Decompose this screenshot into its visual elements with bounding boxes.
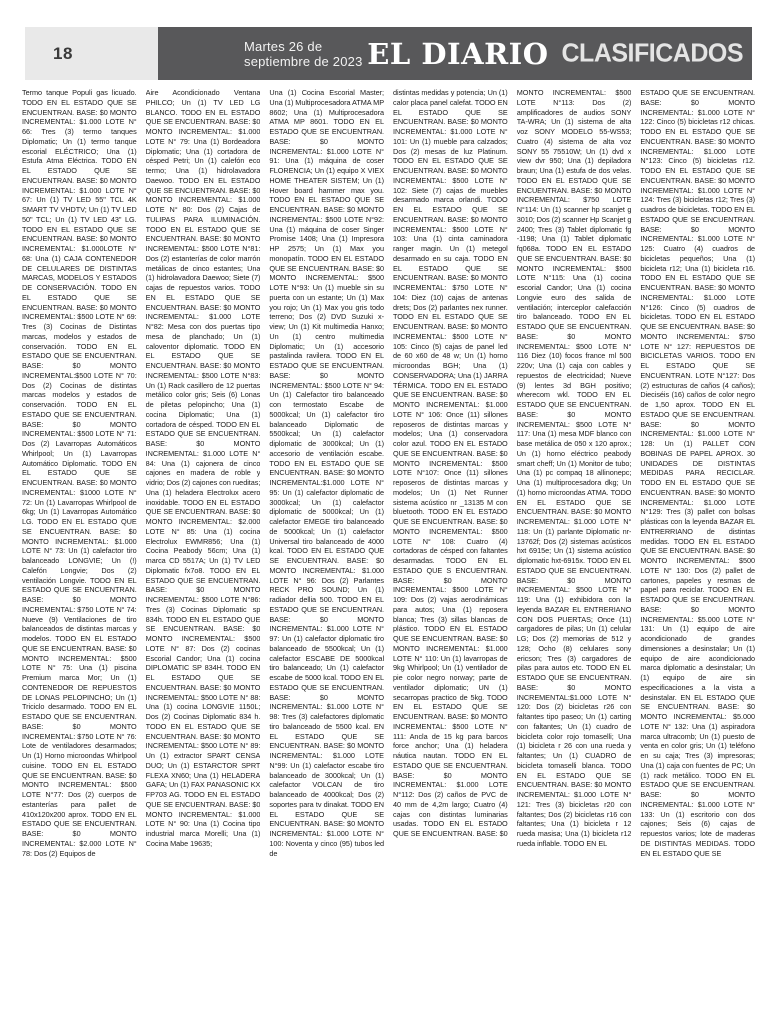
text-column-5: MONTO INCREMENTAL: $500 LOTE N°113: Dos (2) amplificadores de audios SONY TA-WRA; Un (1) sistema de alta voz SONY MODELO 55-WS53; Cuatro (4) sistema de alta voz SONY 55 75510W; Un (1) dvd x view dvr 950; Una (1) depiladora braun; Una (1) estufa de dos velas. TODO EN EL ESTADO QUE SE ENCUENTRAN. BASE: $0 MONTO INCREMENTAL: $750 LOTE N°114: Un (1) scanner hp scanjet g 3010; Dos (2) scanner Hp Scanjet g 2400; Tres (3) Tablet diplomatic fg -1198; Una (1) Tablet diplomatic fq068a. TODO EN EL ESTADO QUE SE ENCUENTRAN. BASE: $0 MONTO INCREMENTAL: $500 LOTE N°115: Una (1) cocina escorial Candor; Una (1) cocina Longvie euro des salida de ventilación; interceplor calefacción tiro balanceado. TODO EN EL ESTADO QUE SE ENCUENTRAN. BASE: $0 MONTO INCREMENTAL: $500 LOTE N° 116 Diez (10) focos france ml 500 220v; Una (1) caja con cables y repuestos de electricidad; Nueve (9) lentes 3d BGH positivo; wherecom wkl. TODO EN EL ESTADO QUE SE ENCUENTRAN. BASE: $0 MONTO INCREMENTAL: $500 LOTE N° 117: Una (1) mesa MDF blanco con base metálica de 050 x 120 aprox.; Un (1) horno eléctrico peabody smart cheff; Un (1) Monitor de tubo; Una (1) pc compaq 18 allinonepc; Una (1) multiprocesadora dkg; Un (1) horno microondas ATMA. TODO EN EL ESTADO QUE SE ENCUENTRAN. BASE: $0 MONTO INCREMENTAL: $1.000 LOTE N° 118: Un (1) parlante Diplomatic nr-13762f; Dos (2) sistemas acústicos hxt 6915e; Un (1) sistema acústico diplomatic hxt-6915x. TODO EN EL ESTADO QUE SE ENCUENTRAN. BASE: $0 MONTO INCREMENTAL: $500 LOTE N° 119: Una (1) exhibidora con la leyenda BAZAR EL ENTRERIANO CON DOS PUERTAS; Once (11) cargadores de pilas; Un (1) celular LG; Dos (2) memorias de 512 y 128; Ocho (8) celulares sony ericson; Tres (3) cargadores de pilas para autos etc. TODO EN EL ESTADO QUE SE ENCUENTRAN. BASE: $0 MONTO INCREMENTAL:$1.000 LOTE N° 120: Dos (2) bicicletas r26 con faltantes tipo paseo; Un (1) carting con faltantes; Un (1) cuadro de bicicleta color rojo tomaselli; Una (1) bicicleta r 26 con una rueda y faltantes; Un (1) CUADRO de bicicleta tomaselli blanca. TODO EN EL ESTADO QUE SE ENCUENTRAN. BASE: $0 MONTO INCREMENTAL: $1.000 LOTE N° 121: Tres (3) bicicletas r20 con faltantes; Dos (2) bicicletas r16 con faltantes; Una (1) bicicleta r 12 rueda masisa; Una (1) bicicleta r12 rueda inflable. TODO EN EL	[516, 88, 632, 848]
page-header	[25, 27, 752, 80]
page-number-box	[25, 27, 158, 80]
classifieds-columns	[22, 88, 755, 1016]
text-column-3: Una (1) Cocina Escorial Master; Una (1) Multiprocesadora ATMA MP 8602; Una (1) Multiprocesadora ATMA MP 8601. TODO EN EL ESTADO QUE SE ENCUENTRAN. BASE: $0 MONTO INCREMENTAL: $1.000 LOTE N° 91: Una (1) máquina de coser FLORENCIA; Un (1) equipo X VIEX HOME THEATER SISTEM; Un (1) Hover board hammer max you. TODO EN EL ESTADO QUE SE ENCUENTRAN. BASE: $0 MONTO INCREMENTAL: $500 LOTE N°92: Una (1) máquina de coser Singer Promise 1408; Una (1) Impresora HP 2575; Un (1) Max you monopatín. TODO EN EL ESTADO QUE SE ENCUENTRAN. BASE: $0 MONTO INCREMENTAL: $500 LOTE N°93: Un (1) mueble sin su puerta con un estante; Un (1) Max you rojo; Un (1) Max you gris todo terreno; Dos (2) DVD Suzuki x-view; Un (1) Kit multimedia Hanxo; Un (1) centro multimedia Diplomatic; Un (1) accesorio pastalinda ravilera. TODO EN EL ESTADO QUE SE ENCUENTRAN. BASE: $0 MONTO INCREMENTAL: $500 LOTE N° 94: Un (1) Calefactor tiro balanceado con termostato Escabe de 5000kcal; Un (1) calefactor tiro balanceado Diplomatic de 5500kcal; Un (1) calefactor diplomatic de 3000kcal; Un (1) accesorio de ventilación escabe. TODO EN EL ESTADO QUE SE ENCUENTRAN. BASE: $0 MONTO INCREMENTAL:$1.000 LOTE N° 95: Un (1) calefactor diplomatic de 3000kcal; Un (1) calefactor diplomatic de 5000kcal; Un (1) calefactor EMEGE tiro balanceado de 5000kcal; Un (1) calefactor Universal tiro balanceado de 4000 kcal. TODO EN EL ESTADO QUE SE ENCUENTRAN. BASE: $0 MONTO INCREMENTAL: $1.000 LOTE N° 96: Dos (2) Parlantes RECK PRO SOUND; Un (1) radiador dellia 500. TODO EN EL ESTADO QUE SE ENCUENTRAN. BASE: $0 MONTO INCREMENTAL: $1.000 LOTE N° 97: Un (1) calefactor diplomatic tiro balanceado de 5500kcal; Un (1) calefactor ESCABE DE 5000kcal tiro balanceado; Un (1) calefactor escabe de 5000 kcal. TODO EN EL ESTADO QUE SE ENCUENTRAN. BASE: $0 MONTO INCREMENTAL: $1.000 LOTE N° 98: Tres (3) calefactores diplomatic tiro balanceado de 5500 kcal. EN EL ESTADO QUE SE ENCUENTRAN. BASE: $0 MONTO INCREMENTAL: $1.000 LOTE N°99: Un (1) calefactor escabe tiro balanceado de 3000kcal; Un (1) calefactor VOLCAN de tiro balanceado de 4000kcal; Dos (2) soportes para tv dinakat. TODO EN EL ESTADO QUE SE ENCUENTRAN. BASE: $0 MONTO INCREMENTAL: $1.000 LOTE N° 100: Noventa y cinco (95) tubos led de	[269, 88, 385, 858]
page-number: 18	[53, 43, 73, 63]
text-column-6: ESTADO QUE SE ENCUENTRAN. BASE: $0 MONTO INCREMENTAL: $1.000 LOTE N° 122: Cinco (5) bicicletas r12 chicas. TODO EN EL ESTADO QUE SE ENCUENTRAN. BASE: $0 MONTO INCREMENTAL: $1.000 LOTE N°123: Cinco (5) bicicletas r12. TODO EN EL ESTADO QUE SE ENCUENTRAN. BASE: $0 MONTO INCREMENTAL: $1.000 LOTE N° 124: Tres (3) bicicletas r12; Tres (3) cuadros de bicicletas. TODO EN EL ESTADO QUE SE ENCUENTRAN. BASE: $0 MONTO INCREMENTAL: $1.000 LOTE N° 125: Cuatro (4) cuadros de bicicletas pequeños; Una (1) bicicleta r12; Una (1) bicicleta r16. TODO EN EL ESTADO QUE SE ENCUENTRAN. BASE: $0 MONTO INCREMENTAL: $1.000 LOTE N°126: Cinco (5) cuadros de bicicletas. TODO EN EL ESTADO QUE SE ENCUENTRAN. BASE: $0 MONTO INCREMENTAL: $750 LOTE N° 127: REPUESTOS DE BICICLETAS VARIOS. TODO EN EL ESTADO QUE SE ENCUENTRAN. LOTE N°127: Dos (2) estructuras de caños (4 caños); Dieciséis (16) caños de color negro de 1,50 aprox. TODO EN EL ESTADO QUE SE ENCUENTRAN. BASE: $0 MONTO INCREMENTAL: $1.000 LOTE N° 128: Un (1) PALLET CON BOBINAS DE PAPEL APROX. 30 UNIDADES DE DISTINTAS MEDIDAS PARA RECICLAR. TODO EN EL ESTADO QUE SE ENCUENTRAN. BASE: $0 MONTO INCREMENTAL: $1.000 LOTE N°129: Tres (3) pallet con bolsas plásticas con la leyenda BAZAR EL ENTRERRIANO de distintas medidas. TODO EN EL ESTADO QUE SE ENCUENTRAN. BASE: $0 MONTO INCREMENTAL: $500 LOTE N° 130: Dos (2) pallet de cartones, papeles y resmas de papel para reciclar. TODO EN EL ESTADO QUE SE ENCUENTRAN. BASE: $0 MONTO INCREMENTAL: $5.000 LOTE N° 131: Un (1) equipo de aire acondicionado de grandes dimensiones a desinstalar; Un (1) equipo de aire acondicionado marca diplomatic a desinstalar; Un (1) equipo de aire sin especificaciones a la vista a desinstalar. EN EL ESTADO QUE SE ENCUENTRAN. BASE: $0 MONTO INCREMENTAL: $5.000 LOTE N° 132: Una (1) aspiradora marca ultracomb; Un (1) puesto de venta en color gris; Un (1) teléfono en su caja; Tres (3) impresoras; Una (1) caja con fuentes de PC; Un (1) rack metálico. TODO EN EL ESTADO QUE SE ENCUENTRAN. BASE: $0 MONTO INCREMENTAL: $1.000 LOTE N° 133: Un (1) escritorio con dos cajones; Seis (6) cajas de repuestos varios; lote de maderas DE DISTINTAS MEDIDAS. TODO EN EL ESTADO QUE SE	[640, 88, 756, 858]
text-column-1: Termo tanque Populi gas licuado. TODO EN EL ESTADO QUE SE ENCUENTRAN. BASE: $0 MONTO INCREMENTAL: $1.000 LOTE N° 66: Tres (3) termo tanques Diplomatic; Un (1) termo tanque escorial ELÉCTRICO; Una (1) Estufa Atma Eléctrica. TODO EN EL ESTADO QUE SE ENCUENTRAN. BASE: $0 MONTO INCREMENTAL: $1.000 LOTE N° 67: Un (1) TV LED 55" TCL 4K SMART TV VHDTV; Un (1) TV LED 50" TCL; Un (1) TV LED 43" LG. TODO EN EL ESTADO QUE SE ENCUENTRAN. BASE: $0 MONTO INCREMENTAL: $1.000LOTE N° 68: Una (1) CAJA CONTENEDOR DE CELULARES DE DISTINTAS MARCAS, MODELOS Y ESTADOS DE CONSERVACIÓN. TODO EN EL ESTADO QUE SE ENCUENTRAN. BASE: $0 MONTO INCREMENTAL: $500 LOTE N° 69: Tres (3) Cocinas de Distintas marcas, modelos y estados de conservación. TODO EN EL ESTADO QUE SE ENCUENTRAN. BASE: $0 MONTO INCREMENTAL:$500 LOTE N° 70: Dos (2) Cocinas de distintas marcas modelos y estados de conservación. TODO EN EL ESTADO QUE SE ENCUENTRAN. BASE: $0 MONTO INCREMENTAL: $500 LOTE N° 71: Dos (2) Lavarropas Automáticos Whirlpool; Un (1) Lavarropas Automático Diplomatic. TODO EN EL ESTADO QUE SE ENCUENTRAN. BASE: $0 MONTO INCREMENTAL: $1000 LOTE N° 72: Un (1) Lavarropas Whirlpool de 6kg; Un (1) Lavarropas Automático LG. TODO EN EL ESTADO QUE SE ENCUENTRAN. BASE: $0 MONTO INCREMENTAL: $1.000 LOTE N° 73: Un (1) calefactor tiro balanceado LONGVIE; Un (!) Calefón Longvie; Dos (2) ventilación Longvie. TODO EN EL ESTADO QUE SE ENCUENTRAN. BASE: $0 MONTO INCREMENTAL: $750 LOTE N° 74: Nueve (9) Ventilaciones de tiro balanceados de distintas marcas y modelos. TODO EN EL ESTADO QUE SE ENCUENTRAN. BASE: $0 MONTO INCREMENTAL: $500 LOTE N° 75: Una (1) piscina Premium marca Mor; Un (1) CONTENEDOR DE REPUESTOS DE LONAS PELOPINCHO; Un (1) Triciclo desarmado. TODO EN EL ESTADO QUE SE ENCUENTRAN. BASE: $0 MONTO INCREMENTAL: $750 LOTE N° 76: Lote de ventiladores desarmados; Un (1) Horno microondas Whirlpool cuisine. TODO EN EL ESTADO QUE SE ENCUENTRAN. BASE: $0 MONTO INCREMENTAL: $500 LOTE N°77: Dos (2) cuerpos de estanterías para pallet de 410x120x200 aprox. TODO EN EL ESTADO QUE SE ENCUENTRAN. BASE: $0 MONTO INCREMENTAL: $2.000 LOTE N° 78: Dos (2) Equipos de	[22, 88, 137, 858]
header-date: Martes 26 de septiembre de 2023	[244, 38, 363, 69]
text-column-4: distintas medidas y potencia; Un (1) calor placa panel calefat. TODO EN EL ESTADO QUE SE ENCUENTRAN. BASE: $0 MONTO INCREMENTAL: $1.000 LOTE N° 101: Un (1) mueble para calzados; Dos (2) mesas de luz Platinum. TODO EN EL ESTADO QUE SE ENCUENTRAN. BASE: $0 MONTO INCREMENTAL: $500 LOTE N° 102: Siete (7) cajas de muebles desarmado marca orlandi. TODO EN EL ESTADO QUE SE ENCUENTRAN. BASE: $0 MONTO INCREMENTAL: $500 LOTE N° 103: Una (1) cinta caminadora ranger magin. Un (1) metegol desarmado en su caja. TODO EN EL ESTADO QUE SE ENCUENTRAN. BASE: $0 MONTO INCREMENTAL: $750 LOTE N° 104: Diez (10) cajas de antenas drets; Dos (2) parlantes nex runner. TODO EN EL ESTADO QUE SE ENCUENTRAN. BASE: $0 MONTO INCREMENTAL: $500 LOTE N° 105: Cinco (5) cajas de panel led de 60 x60 de 48 w; Un (1) horno microondas BGH; Una (1) CONSERVADORA; Una (1) JARRA TÉRMICA. TODO EN EL ESTADO QUE SE ENCUENTRAN. BASE: $0 MONTO INCREMENTAL: $1.000 LOTE N° 106: Once (11) sillones reposeros de distintas marcas y modelos; Una (1) conservadora color azul. TODO EN EL ESTADO QUE SE ENCUENTRAN. BASE: $0 MONTO INCREMENTAL: $500 LOTE N°107: Once (11) sillones reposeros de distintas marcas y modelos; Un (1) Net Runner sistema acústico nr _13135 M con bluetooth. TODO EN EL ESTADO QUE SE ENCUENTRAN. BASE: $0 MONTO INCREMENTAL: $500 LOTE N° 108: Cuatro (4) cortadoras de césped con faltantes desarmadas. TODO EN EL ESTADO QUE S ENCUENTRAN. BASE: $0 MONTO INCREMENTAL: $500 LOTE N° 109: Dos (2) vajas aerodinámicas para autos; Una (1) reposera blanca; Tres (3) sillas blancas de plástico. TODO EN EL ESTADO QUE SE ENCUENTRAN. BASE: $0 MONTO INCREMENTAL: $1.000 LOTE N° 110: Un (1) lavarropas de 9kg Whirlpool; Un (1) ventilador de pie color negro norway; parte de ventilador diplomatic; UN (1) secarropas practico de 5kg. TODO EN EL ESTADO QUE SE ENCUENTRAN. BASE: $0 MONTO INCREMENTAL: $500 LOTE N° 111: Ancla de 15 kg para barcos force anchor; Una (1) heladera náutica nautan. TODO EN EL ESTADO QUE SE ENCUENTRAN. BASE: $0 MONTO INCREMENTAL: $1.000 LOTE N°112: Dos (2) caños de PVC de 40 mm de 4,2m largo; Cuatro (4) cajas con distintas luminarias usadas. TODO EN EL ESTADO QUE SE ENCUENTRAN. BASE: $0	[393, 88, 508, 838]
masthead-title: EL DIARIO	[367, 36, 549, 71]
text-column-2: Aire Acondicionado Ventana PHILCO; Un (1) TV LED LG BLANCO. TODO EN EL ESTADO QUE SE ENCUENTRAN. BASE: $0 MONTO INCREMENTAL: $1.000 LOTE N° 79: Una (1) Bordeadora Diplomatic; Una (1) cortadora de césped Petri; Un (1) calefón eco termo; Una (1) hidrolavadora Daewoo. TODO EN EL ESTADO QUE SE ENCUENTRAN. BASE: $0 MONTO INCREMENTAL: $1.000 LOTE N° 80: Dos (2) Cajas de TULIPAS PARA ILUMINACIÓN. TODO EN EL ESTADO QUE SE ENCUENTRAN. BASE: $0 MONTO INCREMENTAL: $500 LOTE N°81: Dos (2) estanterías de color marrón metálicas de cinco estantes; Una (1) hidrolavadora Daewoo; Siete (7) cajas de repuestos varios. TODO EN EL ESTADO QUE SE ENCUENTRAN. BASE: $0 MONTO INCREMENTAL: $1.000 LOTE N°82: Mesa con dos puertas tipo mesa de planchado; Un (1) caloventor diplomatic. TODO EN EL ESTADO QUE SE ENCUENTRAN. BASE: $0 MONTO INCREMENTAL: $500 LOTE N°83: Un (1) Rack casillero de 12 puertas metálico color gris; Seis (6) Lonas de piletas pelopincho; Una (1) cocina Diplomatic; Una (1) cortadora de césped. TODO EN EL ESTADO QUE SE ENCUENTRAN. BASE: $0 MONTO INCREMENTAL: $1.000 LOTE N° 84: Una (1) cajonera de cinco cajones en madera de roble y vidrio; Dos (2) cajones con rueditas; Una (1) heladera Electrolux acero inoxidable. TODO EN EL ESTADO QUE SE ENCUENTRAN. BASE: $0 MONTO INCREMENTAL: $2.000 LOTE N° 85: Una (1) cocina Electrolux EWMR856; Una (1) Cocina Peabody 56cm; Una (1) marca CD 5517A; Un (1) TV LED Diplomatic fx7o8. TODO EN EL ESTADO QUE SE ENCUENTRAN. BASE: $0 MONTO INCREMENTAL: $500 LOTE N°86: Tres (3) Cocinas Diplomatic sp 834h. TODO EN EL ESTADO QUE SE ENCUENTRAN. BASE: $0 MONTO INCREMENTAL: $500 LOTE N° 87: Dos (2) cocinas Escorial Candor; Una (1) cocina DIPLOMATIC SP 834H. TODO EN EL ESTADO QUE SE ENCUENTRAN. BASE: $0 MONTO INCREMENTAL: $500 LOTE N° 88: Una (1) cocina LONGVIE 1150L; Dos (2) Cocinas Diplomatic 834 h. TODO EN EL ESTADO QUE SE ENCUENTRAN. BASE: $0 MONTO INCREMENTAL: $500 LOTE N° 89: Un (1) extractor SPART CENSA DUO; Un (1) ESTARCTOR SPRT FLEXA XN60; Una (1) HELADERA GAFA; Un (1) FAX PANASONIC KX FP703 AG. TODO EN EL ESTADO QUE SE ENCUENTRAN. BASE: $0 MONTO INCREMENTAL: $1.000 LOTE N° 90: Una (1) Cocina tipo industrial marca Morelli; Una (1) Cocina Mabe 19635;	[145, 88, 261, 848]
header-bar	[158, 27, 752, 80]
section-title: CLASIFICADOS	[561, 38, 743, 68]
